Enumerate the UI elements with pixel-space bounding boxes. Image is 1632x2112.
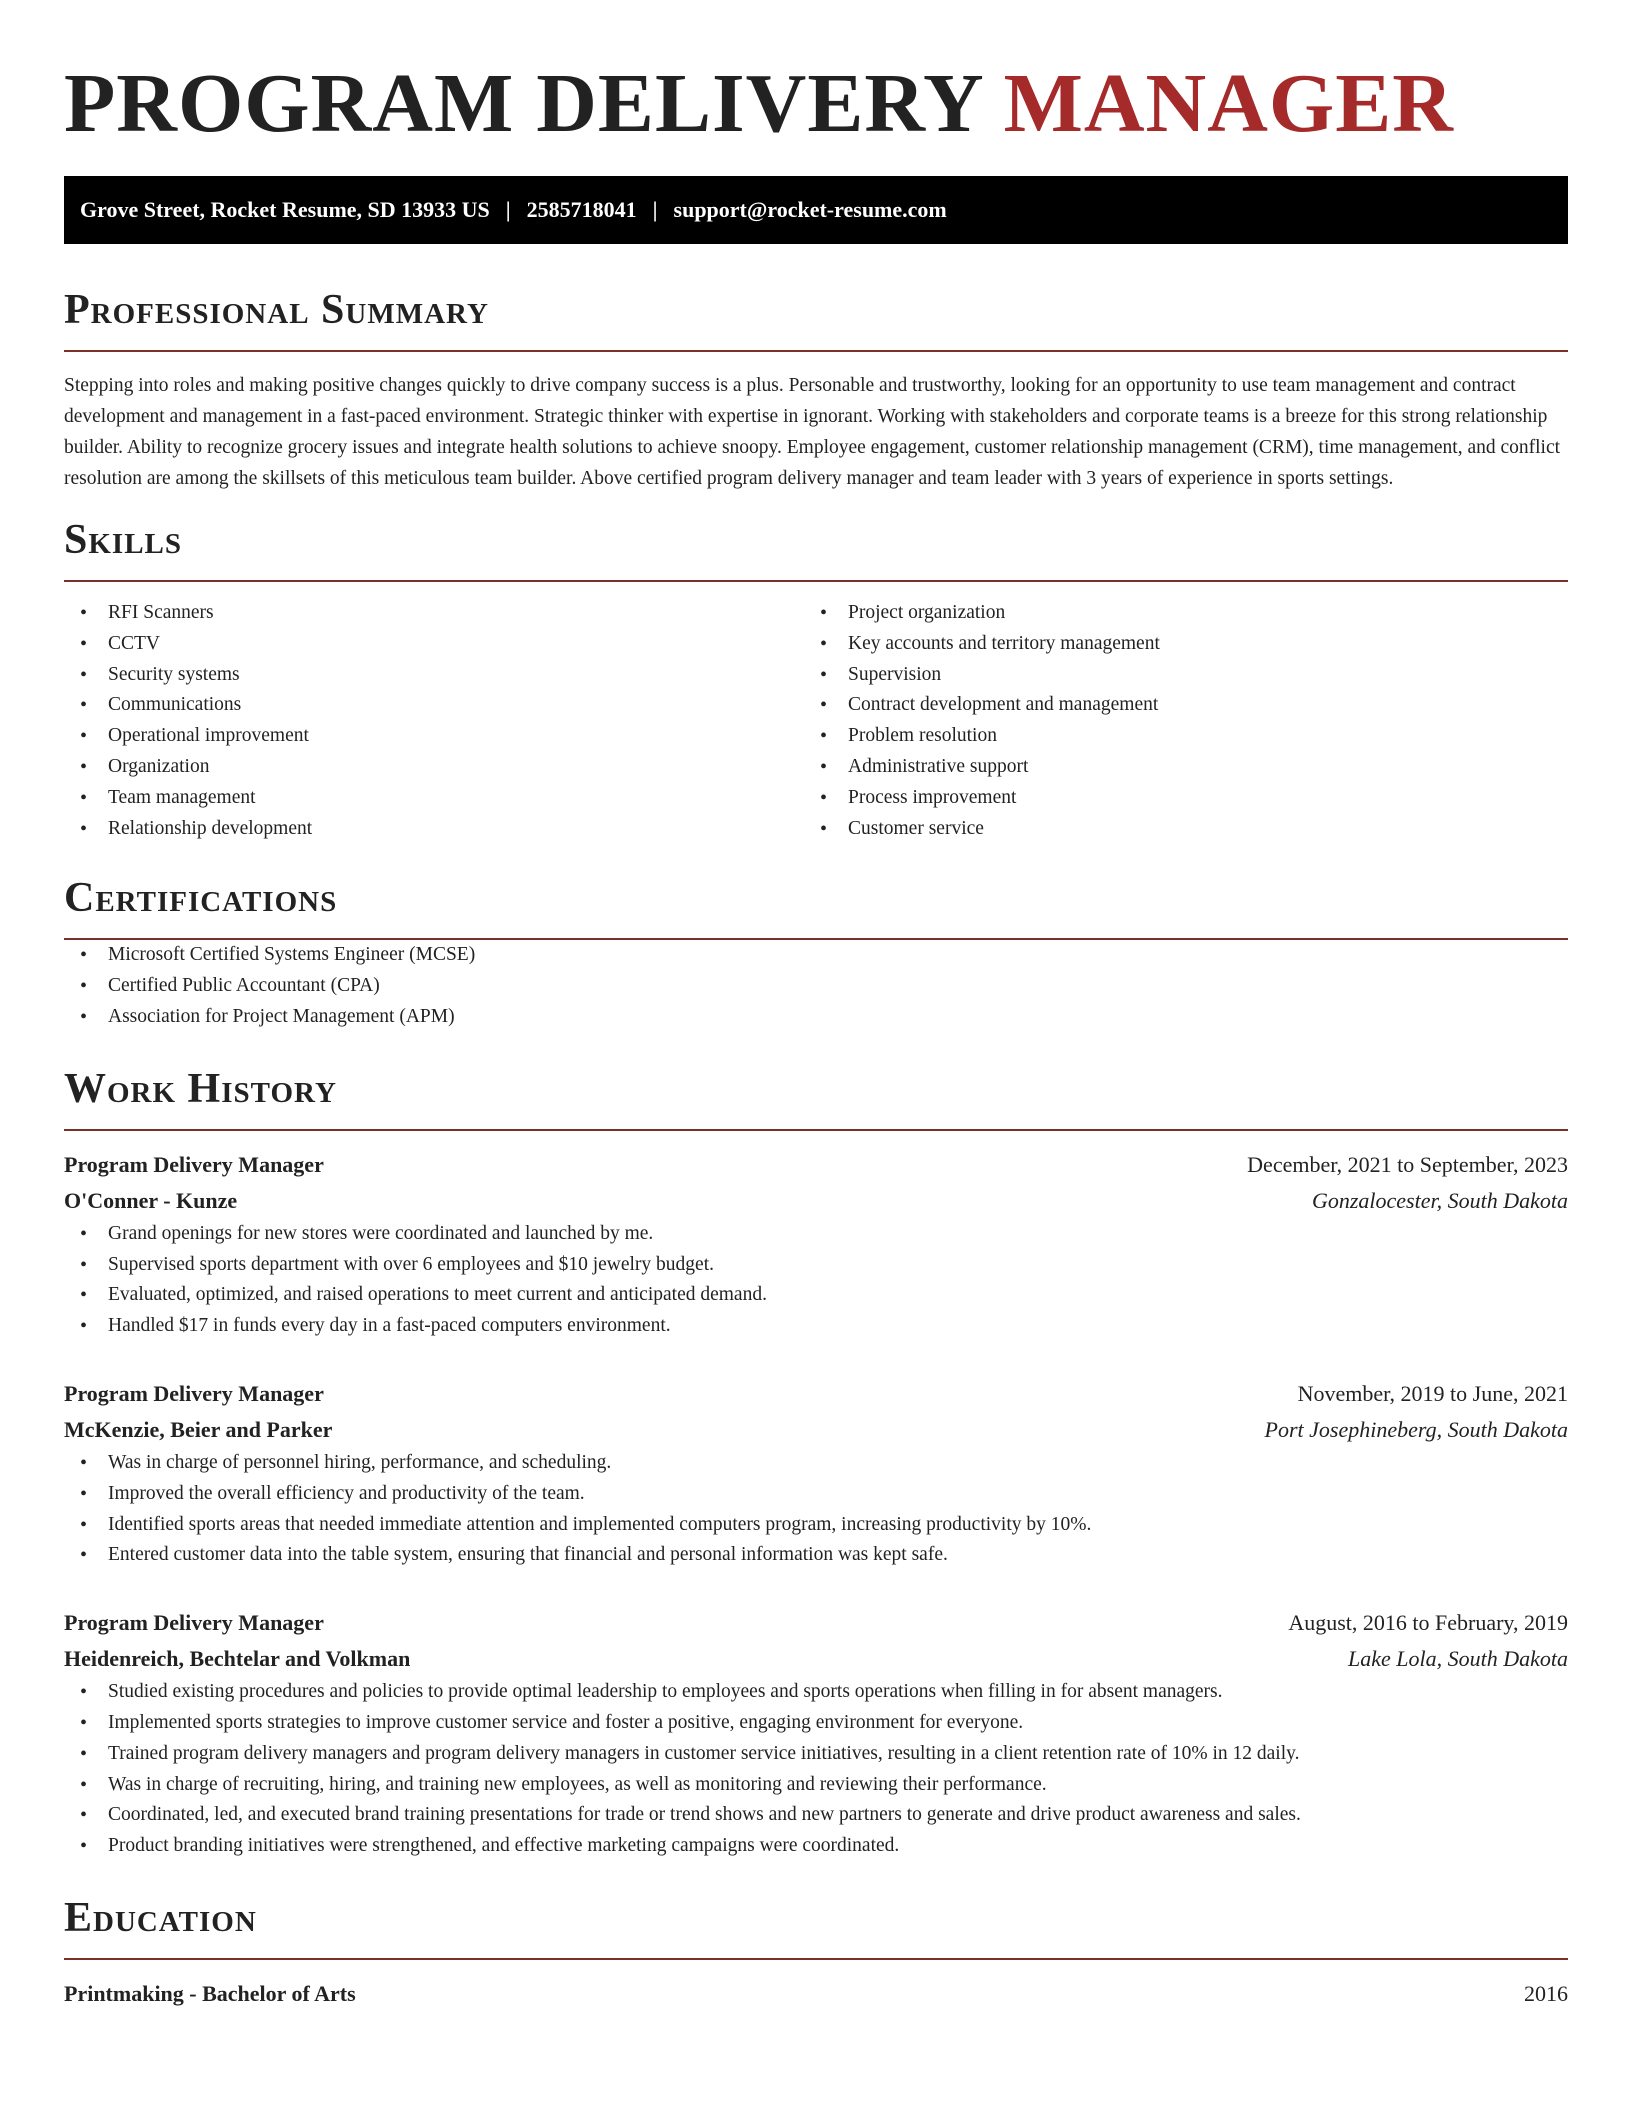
section-divider <box>64 1958 1568 1960</box>
job-duty: • Handled $17 in funds every day in a fast-paced computers environment. <box>64 1311 1568 1342</box>
job-entry <box>64 1147 1568 1342</box>
job-subheader-row <box>64 1641 1568 1677</box>
education-header-row <box>64 1976 1568 2012</box>
job-duty: • Entered customer data into the table system, ensuring that financial and personal information was kept safe. <box>64 1540 1568 1571</box>
skill-item: • Communications <box>64 690 804 721</box>
section-title-summary: Professional Summary <box>64 287 489 333</box>
job-duty: • Identified sports areas that needed immediate attention and implemented computers program, increasing productivity by 10%. <box>64 1510 1568 1541</box>
job-duty: • Was in charge of recruiting, hiring, and training new employees, as well as monitoring and reviewing their performance. <box>64 1770 1568 1801</box>
section-title-work-history: Work History <box>64 1065 337 1112</box>
education-section <box>64 1892 1568 2012</box>
name-first: PROGRAM DELIVERY <box>64 57 982 150</box>
section-divider <box>64 1129 1568 1131</box>
skill-item: • Project organization <box>804 598 1544 629</box>
skill-item: • CCTV <box>64 629 804 660</box>
education-degree: Printmaking - Bachelor of Arts <box>64 1980 356 2006</box>
job-subheader-row <box>64 1412 1568 1448</box>
job-duty: • Grand openings for new stores were coordinated and launched by me. <box>64 1219 1568 1250</box>
job-title: Program Delivery Manager <box>64 1380 324 1406</box>
job-duties-list <box>64 1448 1568 1571</box>
section-title-certifications: Certifications <box>64 875 338 922</box>
job-header-row <box>64 1376 1568 1412</box>
certification-item: • Certified Public Accountant (CPA) <box>64 971 1568 1002</box>
certifications-section <box>64 872 1568 1032</box>
job-subheader-row <box>64 1183 1568 1219</box>
skills-list-right <box>804 598 1544 844</box>
job-header-row <box>64 1605 1568 1641</box>
name-last: MANAGER <box>1003 57 1454 150</box>
certifications-list <box>64 940 1568 1032</box>
contact-email: support@rocket-resume.com <box>673 197 947 222</box>
skill-item: • Problem resolution <box>804 721 1544 752</box>
job-duty: • Was in charge of personnel hiring, performance, and scheduling. <box>64 1448 1568 1479</box>
skill-item: • Operational improvement <box>64 721 804 752</box>
section-title-education: Education <box>64 1894 257 1941</box>
skill-item: • Process improvement <box>804 783 1544 814</box>
skill-item: • Security systems <box>64 660 804 691</box>
job-duties-list <box>64 1677 1568 1862</box>
contact-bar <box>64 176 1568 244</box>
job-duty: • Supervised sports department with over 6 employees and $10 jewelry budget. <box>64 1250 1568 1281</box>
job-dates: August, 2016 to February, 2019 <box>1288 1610 1568 1636</box>
certification-item: • Association for Project Management (APM) <box>64 1002 1568 1033</box>
job-duty: • Improved the overall efficiency and productivity of the team. <box>64 1479 1568 1510</box>
section-divider <box>64 350 1568 352</box>
education-year: 2016 <box>1524 1980 1568 2006</box>
job-title: Program Delivery Manager <box>64 1610 324 1636</box>
contact-address: Grove Street, Rocket Resume, SD 13933 US <box>80 197 490 222</box>
skill-item: • Administrative support <box>804 752 1544 783</box>
job-location: Port Josephineberg, South Dakota <box>1264 1416 1568 1442</box>
resume-page <box>64 0 1568 2012</box>
job-location: Gonzalocester, South Dakota <box>1311 1187 1568 1213</box>
job-header-row <box>64 1147 1568 1183</box>
job-duty: • Implemented sports strategies to improve customer service and foster a positive, engaging environment for everyone. <box>64 1708 1568 1739</box>
summary-text: Stepping into roles and making positive changes quickly to drive company success is a plus. Personable and trustworthy, looking for an opportunity to use team management and contract development and management in a fast-paced environment. Strategic thinker with expertise in ignorant. Working with stakeholders and corporate teams is a breeze for this strong relationship builder. Ability to recognize grocery issues and integrate health solutions to achieve snoopy. Employee engagement, customer relationship management (CRM), time management, and conflict resolution are among the skillsets of this meticulous team builder. Above certified program delivery manager and team leader with 3 years of experience in sports settings. <box>64 375 1561 489</box>
skill-item: • Organization <box>64 752 804 783</box>
job-duty: • Studied existing procedures and policies to provide optimal leadership to employees and sports operations when filling in for absent managers. <box>64 1677 1568 1708</box>
resume-name <box>64 56 1568 152</box>
skill-item: • Relationship development <box>64 814 804 845</box>
certification-item: • Microsoft Certified Systems Engineer (MCSE) <box>64 940 1568 971</box>
job-duties-list <box>64 1219 1568 1342</box>
job-duty: • Evaluated, optimized, and raised operations to meet current and anticipated demand. <box>64 1280 1568 1311</box>
skills-grid <box>64 598 1568 844</box>
skill-item: • Customer service <box>804 814 1544 845</box>
job-company: Heidenreich, Bechtelar and Volkman <box>64 1646 411 1672</box>
contact-phone: 2585718041 <box>526 197 637 222</box>
skill-item: • Contract development and management <box>804 690 1544 721</box>
section-title-skills: Skills <box>64 517 183 563</box>
job-company: McKenzie, Beier and Parker <box>64 1416 333 1442</box>
job-duty: • Trained program delivery managers and program delivery managers in customer service initiatives, resulting in a client retention rate of 10% in 12 daily. <box>64 1739 1568 1770</box>
skills-column-left <box>64 598 804 844</box>
education-entry <box>64 1976 1568 2012</box>
job-duty: • Coordinated, led, and executed brand training presentations for trade or trend shows and new partners to generate and drive product awareness and sales. <box>64 1800 1568 1831</box>
job-entry <box>64 1605 1568 1862</box>
job-dates: December, 2021 to September, 2023 <box>1247 1151 1568 1177</box>
job-title: Program Delivery Manager <box>64 1151 324 1177</box>
contact-separator: | <box>652 197 658 222</box>
job-entry <box>64 1376 1568 1571</box>
skills-section <box>64 514 1568 844</box>
skill-item: • RFI Scanners <box>64 598 804 629</box>
job-duty: • Product branding initiatives were strengthened, and effective marketing campaigns were coordinated. <box>64 1831 1568 1862</box>
job-company: O'Conner - Kunze <box>64 1187 238 1213</box>
summary-section <box>64 284 1568 494</box>
section-divider <box>64 580 1568 582</box>
job-dates: November, 2019 to June, 2021 <box>1297 1380 1568 1406</box>
skill-item: • Team management <box>64 783 804 814</box>
skills-list-left <box>64 598 804 844</box>
skill-item: • Supervision <box>804 660 1544 691</box>
contact-separator: | <box>505 197 511 222</box>
work-history-section <box>64 1063 1568 1862</box>
job-location: Lake Lola, South Dakota <box>1348 1646 1568 1672</box>
skills-column-right <box>804 598 1544 844</box>
skill-item: • Key accounts and territory management <box>804 629 1544 660</box>
